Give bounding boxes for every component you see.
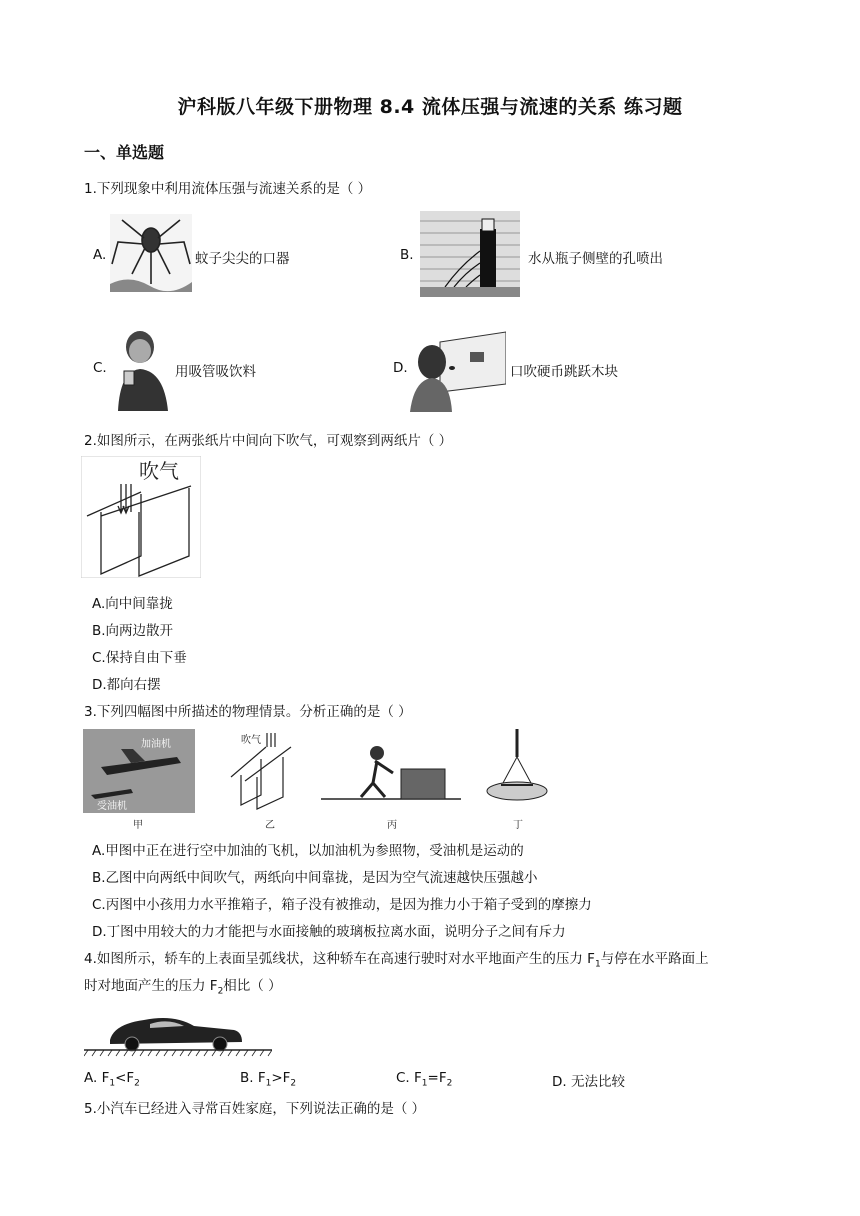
question-3-stem: 3.下列四幅图中所描述的物理情景。分析正确的是（ ）: [84, 704, 412, 720]
q1-option-b-letter: B.: [400, 247, 414, 263]
tanker-label: 加油机: [141, 739, 171, 750]
q4-option-d: D. 无法比较: [552, 1074, 625, 1090]
label-jia: 甲: [133, 820, 143, 831]
q3-option-c: C.丙图中小孩用力水平推箱子，箱子没有被推动，是因为推力小于箱子受到的摩擦力: [92, 897, 592, 913]
question-5-stem: 5.小汽车已经进入寻常百姓家庭，下列说法正确的是（ ）: [84, 1101, 426, 1117]
label-bing: 丙: [387, 820, 397, 831]
q1-option-c-text: 用吸管吸饮料: [175, 364, 256, 380]
q2-option-b: B.向两边散开: [92, 623, 174, 639]
q2-option-c: C.保持自由下垂: [92, 650, 187, 666]
label-ding: 丁: [513, 820, 523, 831]
receiver-label: 受油机: [97, 801, 127, 812]
q1-option-b-text: 水从瓶子侧壁的孔喷出: [528, 251, 663, 267]
mosquito-image: [110, 214, 192, 292]
q2-option-a: A.向中间靠拢: [92, 596, 173, 612]
four-scenes-image: [81, 727, 549, 831]
q1-option-a-letter: A.: [93, 247, 107, 263]
q3-option-a: A.甲图中正在进行空中加油的飞机，以加油机为参照物，受油机是运动的: [92, 843, 524, 859]
blow-label: 吹气: [139, 459, 179, 483]
q1-option-c-letter: C.: [93, 360, 107, 376]
q3-option-b: B.乙图中向两纸中间吹气，两纸向中间靠拢，是因为空气流速越快压强越小: [92, 870, 538, 886]
q1-option-d-text: 口吹硬币跳跃木块: [510, 364, 618, 380]
blow-label-2: 吹气: [241, 735, 261, 746]
question-4-stem-line1: 4.如图所示，轿车的上表面呈弧线状，这种轿车在高速行驶时对水平地面产生的压力 $F_1$与停在水平路面上: [84, 951, 709, 970]
q1-option-d-letter: D.: [393, 360, 408, 376]
q4-option-a: A. $F_1<F_2$: [84, 1070, 140, 1089]
question-1-stem: 1.下列现象中利用流体压强与流速关系的是（ ）: [84, 181, 372, 197]
section-heading: 一、单选题: [84, 143, 165, 162]
label-yi: 乙: [265, 820, 275, 831]
question-4-stem-line2: 时对地面产生的压力 $F_2$相比（ ）: [84, 978, 282, 997]
sports-car-image: [84, 1010, 272, 1058]
page-title: 沪科版八年级下册物理 8.4 流体压强与流速的关系 练习题: [177, 96, 683, 118]
question-2-stem: 2.如图所示，在两张纸片中间向下吹气，可观察到两纸片（ ）: [84, 433, 453, 449]
q4-option-b: B. $F_1>F_2$: [240, 1070, 297, 1089]
coin-jump-image: [410, 322, 506, 412]
boy-straw-image: [110, 325, 172, 411]
q2-option-d: D.都向右摆: [92, 677, 161, 693]
two-paper-blow-image: [81, 456, 201, 578]
q1-option-a-text: 蚊子尖尖的口器: [195, 251, 290, 267]
bottle-water-image: [420, 211, 520, 297]
q4-option-c: C. $F_1=F_2$: [396, 1070, 453, 1089]
q3-option-d: D.丁图中用较大的力才能把与水面接触的玻璃板拉离水面，说明分子之间有斥力: [92, 924, 566, 940]
